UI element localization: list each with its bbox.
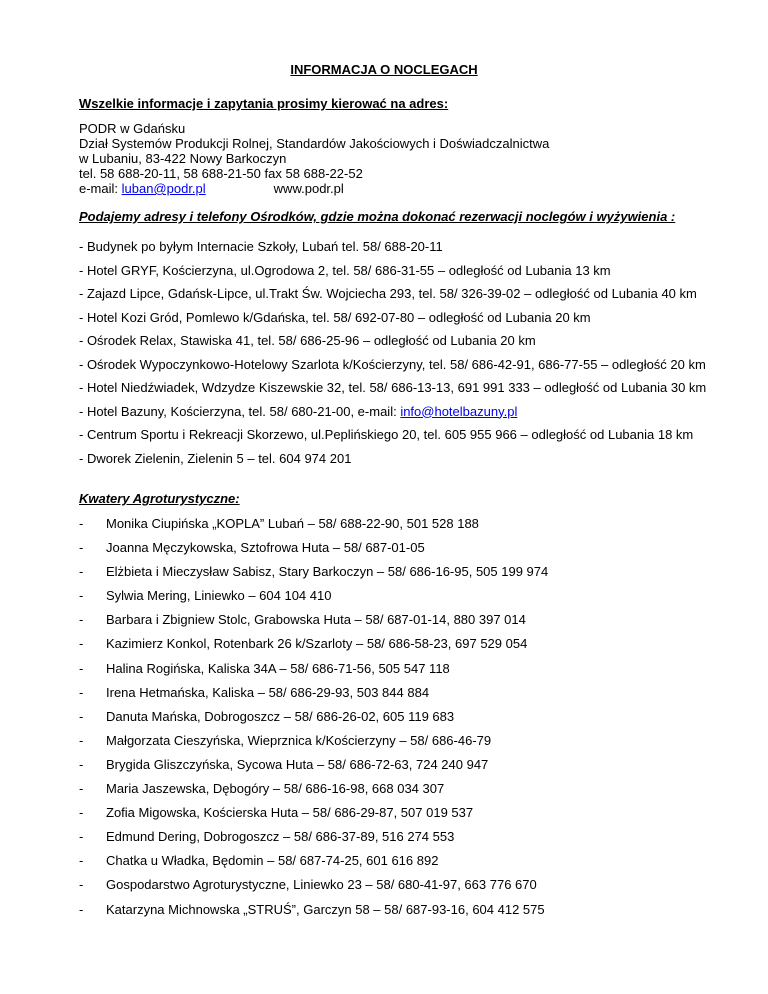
agro-entry: Barbara i Zbigniew Stolc, Grabowska Huta – 58/ 687-01-14, 880 397 014 (106, 612, 526, 628)
bullet-dash: - (79, 756, 84, 772)
contact-heading: Wszelkie informacje i zapytania prosimy kierować na adres: (79, 96, 449, 111)
address-line-dept: Dział Systemów Produkcji Rolnej, Standardów Jakościowych i Doświadczalnictwa (79, 136, 550, 151)
address-line-email (79, 181, 549, 196)
bullet-dash: - (79, 901, 84, 917)
list-item: - Ośrodek Wypoczynkowo-Hotelowy Szarlota k/Kościerzyny, tel. 58/ 686-42-91, 686-77-55 – odległość 20 km (79, 356, 706, 372)
agro-entry: Zofia Migowska, Kościerska Huta – 58/ 686-29-87, 507 019 537 (106, 805, 474, 821)
bullet-dash: - (79, 516, 84, 531)
email-link[interactable]: luban@podr.pl (121, 181, 206, 196)
bullet-dash: - (79, 732, 84, 748)
agro-entry: Monika Ciupińska „KOPLA” Lubań – 58/ 688-22-90, 501 528 188 (106, 516, 479, 531)
list-item (79, 404, 706, 428)
agro-entry: Chatka u Władka, Będomin – 58/ 687-74-25, 601 616 892 (106, 853, 439, 869)
website-text: www.podr.pl (273, 181, 344, 196)
bullet-dash: - (79, 612, 84, 628)
bullet-dash: - (79, 853, 84, 869)
email-label: e-mail: (79, 181, 122, 196)
bullet-dash: - (79, 708, 84, 724)
bullet-dash: - (79, 805, 84, 821)
centers-list (79, 239, 706, 474)
bullet-dash: - (79, 636, 84, 652)
bullet-dash: - (79, 877, 84, 893)
agro-entry: Sylwia Mering, Liniewko – 604 104 410 (106, 588, 332, 604)
list-item: - Zajazd Lipce, Gdańsk-Lipce, ul.Trakt Św. Wojciecha 293, tel. 58/ 326-39-02 – odległość od Lubania 40 km (79, 286, 697, 301)
list-item: - Dworek Zielenin, Zielenin 5 – tel. 604 974 201 (79, 450, 352, 466)
contact-address (79, 121, 549, 196)
address-line-phone: tel. 58 688-20-11, 58 688-21-50 fax 58 688-22-52 (79, 166, 363, 181)
agro-entry: Brygida Gliszczyńska, Sycowa Huta – 58/ 686-72-63, 724 240 947 (106, 756, 489, 772)
agro-entry: Maria Jaszewska, Dębogóry – 58/ 686-16-98, 668 034 307 (106, 781, 445, 797)
agro-entry: Edmund Dering, Dobrogoszcz – 58/ 686-37-89, 516 274 553 (106, 829, 455, 845)
agro-entry: Kazimierz Konkol, Rotenbark 26 k/Szarloty – 58/ 686-58-23, 697 529 054 (106, 636, 528, 652)
centers-heading: Podajemy adresy i telefony Ośrodków, gdzie można dokonać rezerwacji noclegów i wyżywienia : (79, 209, 676, 224)
agro-entry: Irena Hetmańska, Kaliska – 58/ 686-29-93, 503 844 884 (106, 684, 430, 700)
bazuny-text: - Hotel Bazuny, Kościerzyna, tel. 58/ 680-21-00, e-mail: (79, 403, 401, 419)
bullet-dash: - (79, 781, 84, 797)
address-line-city: w Lubaniu, 83-422 Nowy Barkoczyn (79, 151, 287, 166)
agro-entry: Elżbieta i Mieczysław Sabisz, Stary Barkoczyn – 58/ 686-16-95, 505 199 974 (106, 564, 549, 580)
agro-entry: Danuta Mańska, Dobrogoszcz – 58/ 686-26-02, 605 119 683 (106, 708, 455, 724)
list-item: - Hotel Niedźwiadek, Wdzydze Kiszewskie 32, tel. 58/ 686-13-13, 691 991 333 – odległość od Lubania 30 km (79, 380, 707, 395)
agro-entry: Halina Rogińska, Kaliska 34A – 58/ 686-71-56, 505 547 118 (106, 660, 450, 676)
bullet-dash: - (79, 540, 84, 556)
list-item: - Hotel Kozi Gród, Pomlewo k/Gdańska, tel. 58/ 692-07-80 – odległość od Lubania 20 km (79, 309, 591, 325)
bullet-dash: - (79, 660, 84, 676)
list-item: - Hotel GRYF, Kościerzyna, ul.Ogrodowa 2, tel. 58/ 686-31-55 – odległość od Lubania 13 km (79, 262, 611, 278)
bullet-dash: - (79, 829, 84, 845)
bazuny-email-link[interactable]: info@hotelbazuny.pl (400, 403, 518, 419)
bullet-dash: - (79, 684, 84, 700)
agro-entry: Katarzyna Michnowska „STRUŚ”, Garczyn 58 – 58/ 687-93-16, 604 412 575 (106, 901, 545, 917)
bullet-dash: - (79, 588, 84, 604)
agro-entry: Małgorzata Cieszyńska, Wieprznica k/Kościerzyny – 58/ 686-46-79 (106, 732, 492, 748)
list-item: - Budynek po byłym Internacie Szkoły, Lubań tel. 58/ 688-20-11 (79, 239, 443, 254)
list-item: - Centrum Sportu i Rekreacji Skorzewo, ul.Peplińskiego 20, tel. 605 955 966 – odległość od Lubania 18 km (79, 427, 694, 442)
agro-entry: Joanna Męczykowska, Sztofrowa Huta – 58/ 687-01-05 (106, 540, 425, 556)
list-item: - Ośrodek Relax, Stawiska 41, tel. 58/ 686-25-96 – odległość od Lubania 20 km (79, 333, 536, 348)
page-title: INFORMACJA O NOCLEGACH (290, 62, 478, 77)
bullet-dash: - (79, 564, 84, 580)
agro-entry: Gospodarstwo Agroturystyczne, Liniewko 23 – 58/ 680-41-97, 663 776 670 (106, 877, 537, 893)
address-line-org: PODR w Gdańsku (79, 121, 186, 136)
agro-heading: Kwatery Agroturystyczne: (79, 491, 240, 506)
